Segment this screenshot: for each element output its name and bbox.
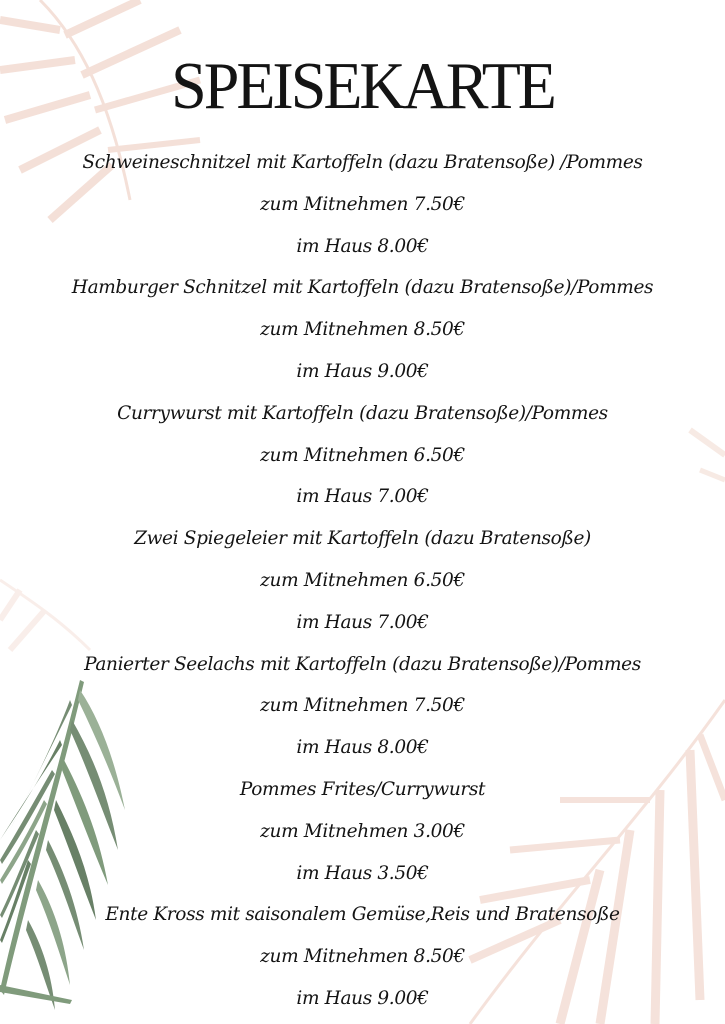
takeaway-price: zum Mitnehmen 6.50€: [260, 444, 465, 466]
dine-in-price: im Haus 9.00€: [296, 360, 429, 382]
takeaway-price: zum Mitnehmen 3.00€: [260, 820, 465, 842]
menu-title: SPEISEKARTE: [171, 48, 554, 123]
takeaway-price: zum Mitnehmen 7.50€: [260, 695, 465, 717]
dine-in-price: im Haus 7.00€: [296, 486, 429, 508]
dish-name: Pommes Frites/Currywurst: [239, 778, 486, 800]
menu-item: [0, 142, 725, 267]
dine-in-price: im Haus 3.50€: [296, 862, 429, 884]
menu-item: [0, 518, 725, 643]
menu-item: [0, 769, 725, 894]
takeaway-price: zum Mitnehmen 8.50€: [260, 946, 465, 968]
menu-item: [0, 267, 725, 392]
dish-name: Zwei Spiegeleier mit Kartoffeln (dazu Bratensoße): [134, 528, 591, 550]
takeaway-price: zum Mitnehmen 6.50€: [260, 569, 465, 591]
menu-item: [0, 644, 725, 769]
menu-list: [0, 142, 725, 1020]
dine-in-price: im Haus 8.00€: [296, 235, 429, 257]
dine-in-price: im Haus 7.00€: [296, 611, 429, 633]
menu-item: [0, 894, 725, 1019]
takeaway-price: zum Mitnehmen 8.50€: [260, 319, 465, 341]
dish-name: Schweineschnitzel mit Kartoffeln (dazu Bratensoße) /Pommes: [82, 152, 643, 173]
dish-name: Currywurst mit Kartoffeln (dazu Bratensoße)/Pommes: [117, 402, 608, 424]
dish-name: Ente Kross mit saisonalem Gemüse,Reis und Bratensoße: [105, 904, 620, 926]
dine-in-price: im Haus 8.00€: [296, 737, 429, 759]
takeaway-price: zum Mitnehmen 7.50€: [260, 193, 465, 215]
dine-in-price: im Haus 9.00€: [296, 987, 429, 1009]
dish-name: Panierter Seelachs mit Kartoffeln (dazu Bratensoße)/Pommes: [84, 653, 641, 675]
dish-name: Hamburger Schnitzel mit Kartoffeln (dazu Bratensoße)/Pommes: [71, 277, 654, 299]
menu-item: [0, 393, 725, 518]
